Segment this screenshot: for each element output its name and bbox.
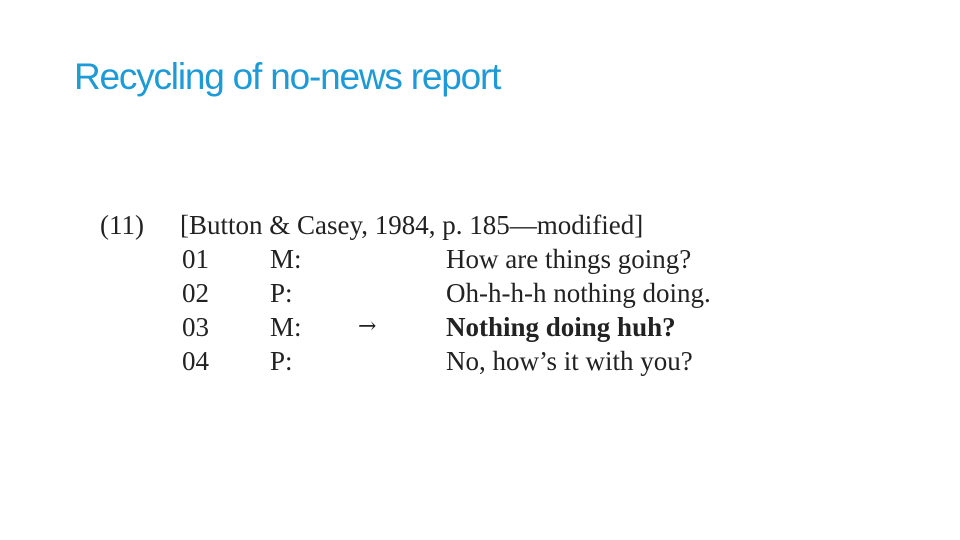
speaker-label: P: [270, 278, 293, 308]
line-number: 01 [182, 244, 209, 274]
utterance-text: Oh-h-h-h nothing doing. [446, 278, 711, 308]
speaker-label: P: [270, 346, 293, 376]
right-arrow-icon: → [358, 314, 377, 339]
speaker-label: M: [270, 244, 302, 274]
slide-title: Recycling of no-news report [74, 56, 501, 97]
line-number: 03 [182, 312, 209, 342]
example-reference: [Button & Casey, 1984, p. 185—modified] [180, 210, 644, 240]
utterance-text: How are things going? [446, 244, 692, 274]
utterance-text-highlighted: Nothing doing huh? [446, 312, 676, 342]
utterance-text: No, how’s it with you? [446, 346, 693, 376]
speaker-label: M: [270, 312, 302, 342]
line-number: 04 [182, 346, 209, 376]
line-number: 02 [182, 278, 209, 308]
example-number: (11) [100, 210, 144, 240]
